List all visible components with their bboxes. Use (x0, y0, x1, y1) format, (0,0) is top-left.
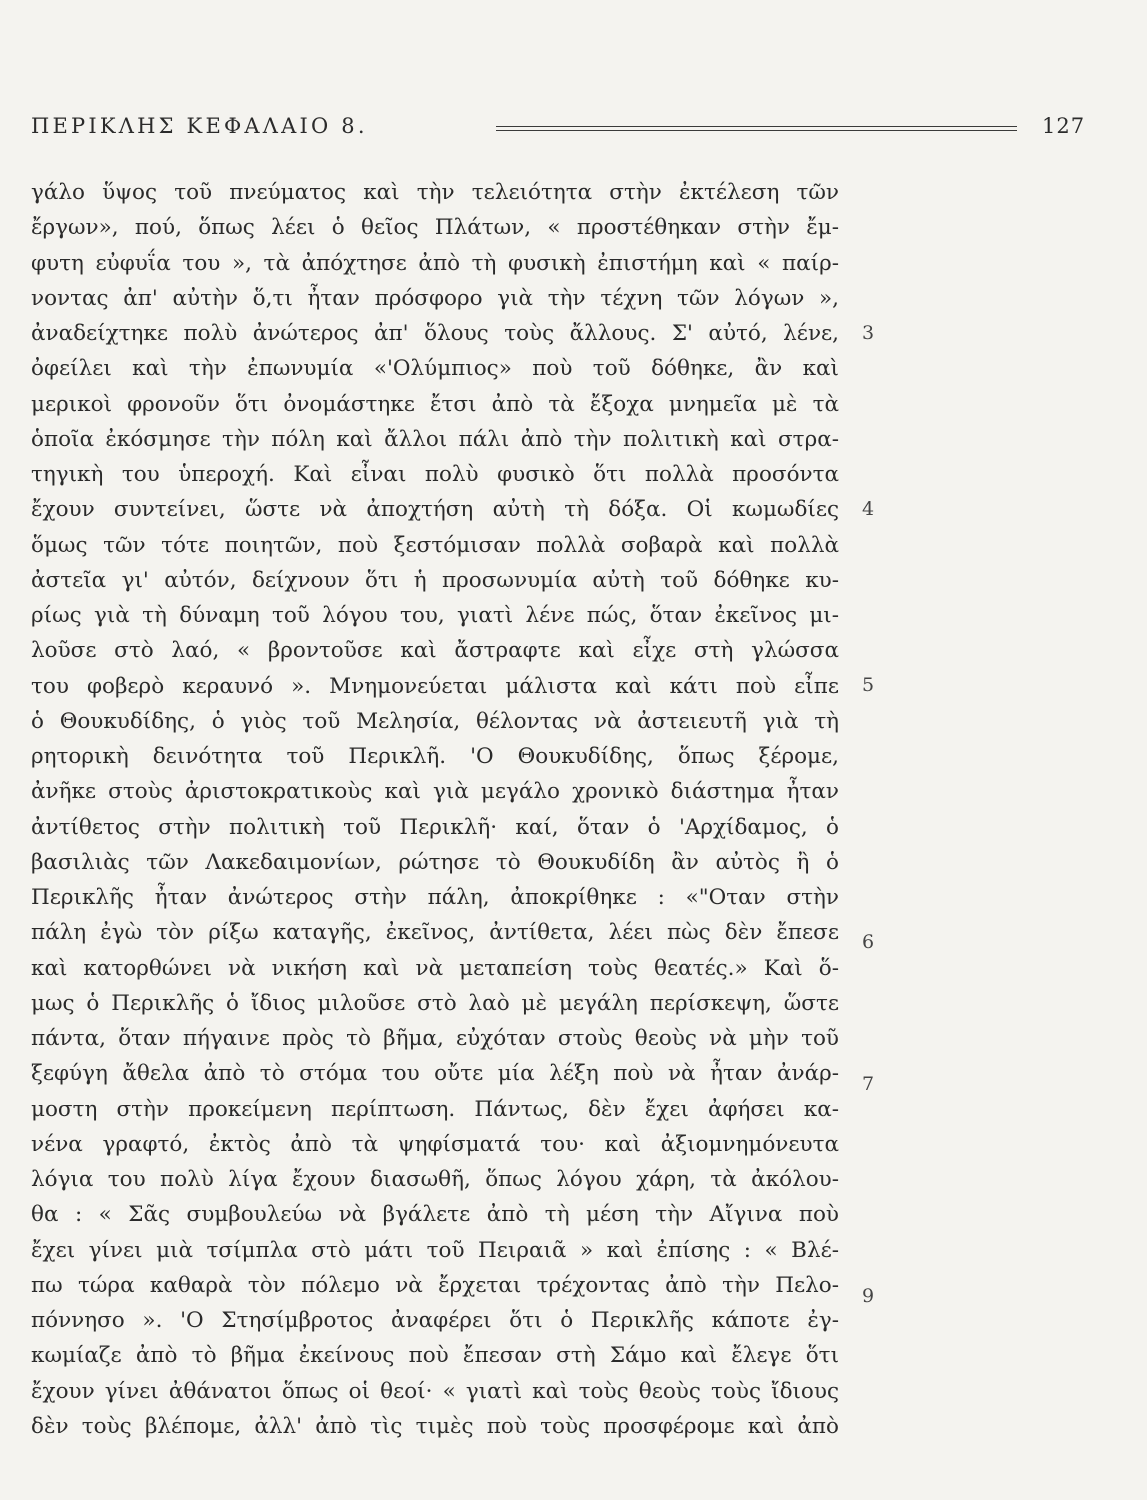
text-line: πάλη ἐγὼ τὸν ρίξω καταγῆς, ἐκεῖνος, ἀντίθετα, λέει πὼς δὲν ἔπεσε (31, 920, 839, 946)
text-line: δὲν τοὺς βλέπομε, ἀλλ' ἀπὸ τὶς τιμὲς ποὺ τοὺς προσφέρομε καὶ ἀπὸ (31, 1413, 839, 1439)
margin-section-number: 4 (862, 498, 875, 520)
text-line: μερικοὶ φρονοῦν ὅτι ὀνομάστηκε ἔτσι ἀπὸ τὰ ἔξοχα μνημεῖα μὲ τὰ (31, 391, 839, 417)
text-line: ρητορικὴ δεινότητα τοῦ Περικλῆ. 'Ο Θουκυδίδης, ὅπως ξέρομε, (31, 744, 839, 769)
text-line: ἔχει γίνει μιὰ τσίμπλα στὸ μάτι τοῦ Πειραιᾶ » καὶ ἐπίσης : « Βλέ- (31, 1237, 839, 1263)
text-line: ἔργων», πού, ὅπως λέει ὁ θεῖος Πλάτων, « προστέθηκαν στὴν ἔμ- (31, 215, 839, 241)
text-line: ἀντίθετος στὴν πολιτικὴ τοῦ Περικλῆ· καί, ὅταν ὁ 'Αρχίδαμος, ὁ (31, 814, 839, 840)
margin-section-number: 6 (862, 931, 875, 953)
text-line: λοῦσε στὸ λαό, « βροντοῦσε καὶ ἄστραφτε καὶ εἶχε στὴ γλώσσα (31, 638, 839, 664)
text-line: ἀναδείχτηκε πολὺ ἀνώτερος ἀπ' ὅλους τοὺς ἄλλους. Σ' αὐτό, λένε, (31, 321, 839, 346)
margin-section-number: 9 (862, 1285, 875, 1307)
text-line: πόννησο ». 'Ο Στησίμβροτος ἀναφέρει ὅτι ὁ Περικλῆς κάποτε ἐγ- (31, 1308, 839, 1333)
text-line: ἀνῆκε στοὺς ἀριστοκρατικοὺς καὶ γιὰ μεγάλο χρονικὸ διάστημα ἦταν (31, 779, 839, 805)
margin-section-number: 5 (862, 674, 875, 696)
text-line: Περικλῆς ἦταν ἀνώτερος στὴν πάλη, ἀποκρίθηκε : «"Οταν στὴν (31, 885, 839, 910)
text-line: τηγικὴ του ὑπεροχή. Καὶ εἶναι πολὺ φυσικὸ ὅτι πολλὰ προσόντα (31, 462, 839, 487)
text-line: ὀφείλει καὶ τὴν ἐπωνυμία «'Ολύμπιος» ποὺ τοῦ δόθηκε, ἂν καὶ (31, 356, 839, 382)
text-line: μως ὁ Περικλῆς ὁ ἴδιος μιλοῦσε στὸ λαὸ μὲ μεγάλη περίσκεψη, ὥστε (31, 990, 839, 1016)
text-line: ὅμως τῶν τότε ποιητῶν, ποὺ ξεστόμισαν πολλὰ σοβαρὰ καὶ πολλὰ (31, 532, 839, 558)
text-line: μοστη στὴν προκείμενη περίπτωση. Πάντως, δὲν ἔχει ἀφήσει κα- (31, 1096, 839, 1122)
text-line: ἔχουν συντείνει, ὥστε νὰ ἀποχτήση αὐτὴ τὴ δόξα. Οἱ κωμωδίες (31, 497, 839, 523)
page-number: 127 (1042, 114, 1086, 138)
text-line: ἀστεῖα γι' αὐτόν, δείχνουν ὅτι ἡ προσωνυμία αὐτὴ τοῦ δόθηκε κυ- (31, 567, 839, 593)
text-line: κωμίαζε ἀπὸ τὸ βῆμα ἐκείνους ποὺ ἔπεσαν στὴ Σάμο καὶ ἔλεγε ὅτι (31, 1343, 839, 1369)
text-line: νοντας ἀπ' αὐτὴν ὅ,τι ἦταν πρόσφορο γιὰ τὴν τέχνη τῶν λόγων », (31, 285, 839, 311)
text-line: φυτη εὐφυΐα του », τὰ ἀπόχτησε ἀπὸ τὴ φυσικὴ ἐπιστήμη καὶ « παίρ- (31, 250, 839, 276)
text-line: ξεφύγη ἄθελα ἀπὸ τὸ στόμα του οὔτε μία λέξη ποὺ νὰ ἦταν ἀνάρ- (31, 1061, 839, 1087)
text-line: ρίως γιὰ τὴ δύναμη τοῦ λόγου του, γιατὶ λένε πώς, ὅταν ἐκεῖνος μι- (31, 603, 839, 628)
text-line: βασιλιὰς τῶν Λακεδαιμονίων, ρώτησε τὸ Θουκυδίδη ἂν αὐτὸς ἢ ὁ (31, 849, 839, 875)
text-line: θα : « Σᾶς συμβουλεύω νὰ βγάλετε ἀπὸ τὴ μέση τὴν Αἴγινα ποὺ (31, 1202, 839, 1228)
text-line: καὶ κατορθώνει νὰ νικήση καὶ νὰ μεταπείση τοὺς θεατές.» Καὶ ὅ- (31, 955, 839, 981)
text-line: νένα γραφτό, ἐκτὸς ἀπὸ τὰ ψηφίσματά του· καὶ ἀξιομνημόνευτα (31, 1131, 839, 1157)
text-line: ὁποῖα ἐκόσμησε τὴν πόλη καὶ ἄλλοι πάλι ἀπὸ τὴν πολιτικὴ καὶ στρα- (31, 426, 839, 452)
text-line: γάλο ὕψος τοῦ πνεύματος καὶ τὴν τελειότητα στὴν ἐκτέλεση τῶν (31, 180, 839, 205)
text-line: ἔχουν γίνει ἀθάνατοι ὅπως οἱ θεοί· « γιατὶ καὶ τοὺς θεοὺς τοὺς ἴδιους (31, 1378, 839, 1404)
text-line: του φοβερὸ κεραυνό ». Μνημονεύεται μάλιστα καὶ κάτι ποὺ εἶπε (31, 673, 839, 699)
running-head-title: ΠΕΡΙΚΛΗΣ ΚΕΦΑΛΑΙΟ 8. (31, 114, 368, 138)
margin-section-number: 7 (862, 1073, 875, 1095)
text-line: πω τώρα καθαρὰ τὸν πόλεμο νὰ ἔρχεται τρέχοντας ἀπὸ τὴν Πελο- (31, 1272, 839, 1298)
text-line: λόγια του πολὺ λίγα ἔχουν διασωθῆ, ὅπως λόγου χάρη, τὰ ἀκόλου- (31, 1167, 839, 1192)
running-head (31, 112, 1086, 146)
header-double-rule (496, 126, 1017, 131)
text-line: ὁ Θουκυδίδης, ὁ γιὸς τοῦ Μελησία, θέλοντας νὰ ἀστειευτῆ γιὰ τὴ (31, 708, 839, 734)
margin-section-number: 3 (862, 322, 875, 344)
body-text (31, 175, 839, 1444)
text-line: πάντα, ὅταν πήγαινε πρὸς τὸ βῆμα, εὐχόταν στοὺς θεοὺς νὰ μὴν τοῦ (31, 1026, 839, 1051)
